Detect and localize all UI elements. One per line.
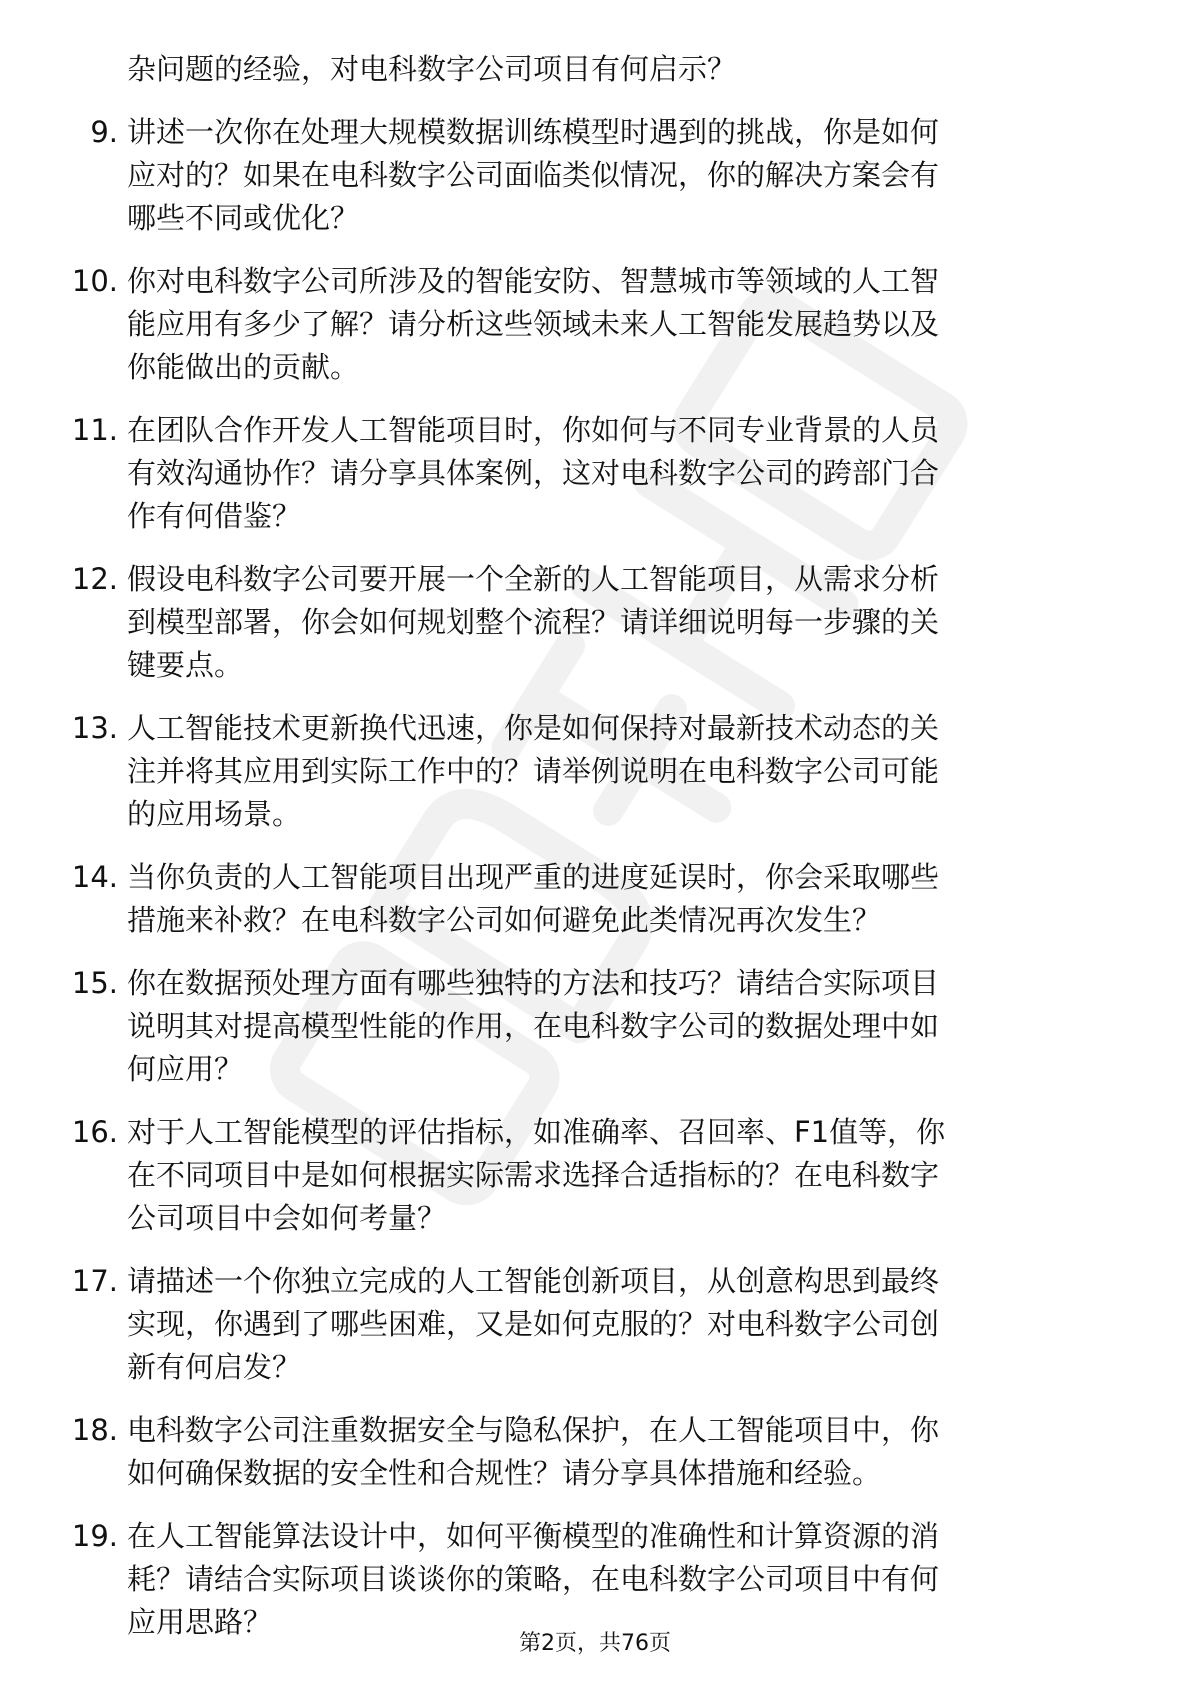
question-text-line: 你对电科数字公司所涉及的智能安防、智慧城市等领域的人工智 [127,264,940,298]
question-number: 14. [71,860,118,894]
question-number: 16. [71,1115,118,1149]
question-text-line: 在不同项目中是如何根据实际需求选择合适指标的？在电科数字 [127,1158,940,1192]
question-text-line: 说明其对提高模型性能的作用，在电科数字公司的数据处理中如 [127,1009,940,1043]
question-item [0,1111,1190,1240]
question-number: 18. [71,1413,118,1447]
question-text-line: 当你负责的人工智能项目出现严重的进度延误时，你会采取哪些 [127,860,940,894]
question-text-line: 何应用？ [127,1052,244,1086]
question-number: 11. [71,413,118,447]
question-item [0,707,1190,836]
question-text-line: 假设电科数字公司要开展一个全新的人工智能项目，从需求分析 [127,562,940,596]
question-text-line: 人工智能技术更新换代迅速，你是如何保持对最新技术动态的关 [127,711,940,745]
question-text-line: 你在数据预处理方面有哪些独特的方法和技巧？请结合实际项目 [127,966,940,1000]
question-text-line: 公司项目中会如何考量？ [127,1201,447,1235]
question-item [0,856,1190,942]
question-text-line: 请描述一个你独立完成的人工智能创新项目，从创意构思到最终 [127,1264,940,1298]
question-number: 15. [71,966,118,1000]
continuation-line: 杂问题的经验，对电科数字公司项目有何启示？ [127,52,737,86]
question-text-line: 在团队合作开发人工智能项目时，你如何与不同专业背景的人员 [127,413,940,447]
question-text-line: 电科数字公司注重数据安全与隐私保护，在人工智能项目中，你 [127,1413,940,1447]
question-text-line: 讲述一次你在处理大规模数据训练模型时遇到的挑战，你是如何 [127,115,940,149]
continuation-text [0,48,1190,91]
question-text-line: 应对的？如果在电科数字公司面临类似情况，你的解决方案会有 [127,158,940,192]
question-number: 17. [71,1264,118,1298]
question-item [0,260,1190,389]
question-number: 12. [71,562,118,596]
question-text-line: 你能做出的贡献。 [127,350,360,384]
question-text-line: 作有何借鉴？ [127,499,302,533]
question-text-line: 到模型部署，你会如何规划整个流程？请详细说明每一步骤的关 [127,605,940,639]
question-text-line: 实现，你遇到了哪些困难，又是如何克服的？对电科数字公司创 [127,1307,940,1341]
question-text-line: 哪些不同或优化？ [127,201,360,235]
question-text-line: 注并将其应用到实际工作中的？请举例说明在电科数字公司可能 [127,754,940,788]
question-item [0,111,1190,240]
question-item [0,1515,1190,1644]
question-item [0,962,1190,1091]
question-item [0,409,1190,538]
question-text-line: 措施来补救？在电科数字公司如何避免此类情况再次发生？ [127,903,882,937]
question-text-line: 键要点。 [127,648,244,682]
question-number: 13. [71,711,118,745]
question-number: 19. [71,1519,118,1553]
question-text-line: 有效沟通协作？请分享具体案例，这对电科数字公司的跨部门合 [127,456,940,490]
question-text-line: 在人工智能算法设计中，如何平衡模型的准确性和计算资源的消 [127,1519,940,1553]
question-number: 9. [90,115,118,149]
question-text-line: 新有何启发？ [127,1350,302,1384]
question-item [0,1260,1190,1389]
question-text-line: 的应用场景。 [127,797,302,831]
question-text-line: 耗？请结合实际项目谈谈你的策略，在电科数字公司项目中有何 [127,1562,940,1596]
questions-container [0,111,1190,1644]
question-text-line: 能应用有多少了解？请分析这些领域未来人工智能发展趋势以及 [127,307,940,341]
question-text-line: 如何确保数据的安全性和合规性？请分享具体措施和经验。 [127,1456,882,1490]
question-text-line: 对于人工智能模型的评估指标，如准确率、召回率、F1值等，你 [127,1115,946,1149]
question-number: 10. [71,264,118,298]
question-list [0,48,1190,1644]
question-text-line: 应用思路？ [127,1605,273,1639]
page-footer: 第2页，共76页 [519,1631,671,1656]
question-item [0,1409,1190,1495]
question-item [0,558,1190,687]
